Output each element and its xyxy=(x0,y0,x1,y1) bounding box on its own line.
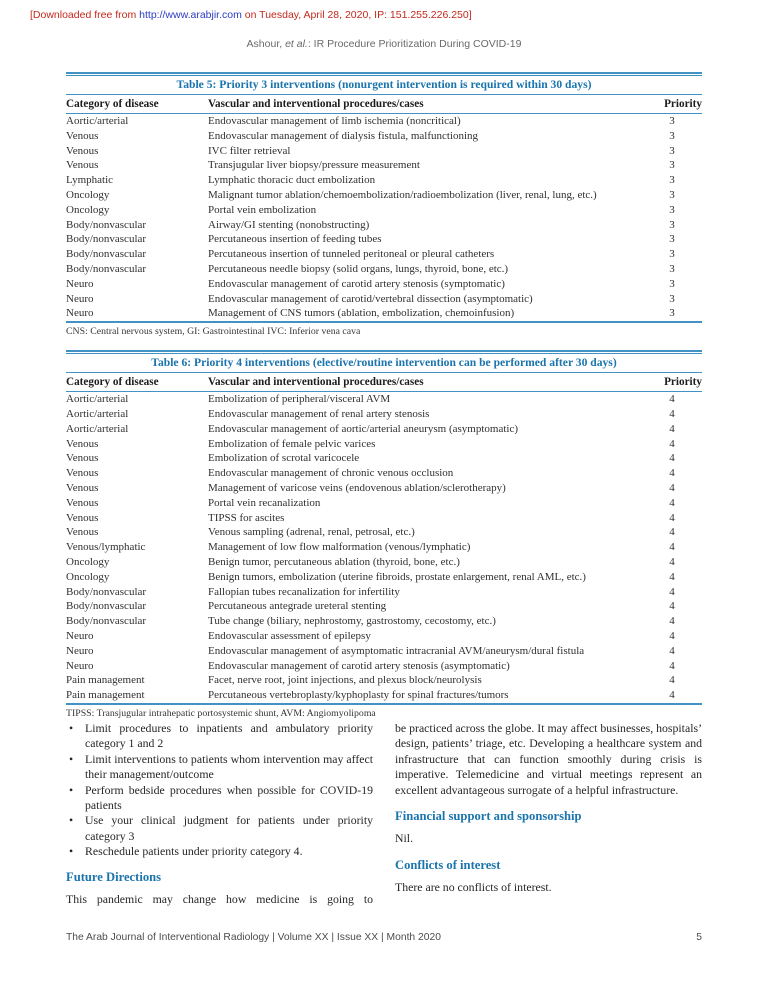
table5-block xyxy=(66,72,702,337)
running-header-authors: Ashour, xyxy=(246,38,286,50)
list-item xyxy=(66,721,373,752)
table-row xyxy=(66,511,702,526)
table-row xyxy=(66,451,702,466)
priority-cell: 4 xyxy=(669,615,675,628)
category-cell: Pain management xyxy=(66,688,208,704)
priority-cell: 3 xyxy=(669,144,675,157)
procedure-cell: Management of CNS tumors (ablation, embolization, chemoinfusion) xyxy=(208,306,642,322)
priority-cell: 3 xyxy=(669,159,675,172)
table6-title: Table 6: Priority 4 interventions (elective/routine intervention can be performed after 30 days) xyxy=(66,354,702,373)
right-column xyxy=(395,721,702,907)
priority-cell: 4 xyxy=(669,407,675,420)
bullet-icon: • xyxy=(69,751,74,766)
category-cell: Aortic/arterial xyxy=(66,407,129,420)
table-row xyxy=(66,232,702,247)
watermark-prefix: [Downloaded free from xyxy=(30,9,140,21)
table-row xyxy=(66,422,702,437)
column-header-procedures: Vascular and interventional procedures/cases xyxy=(208,373,642,392)
table-row xyxy=(66,306,702,322)
priority-cell: 4 xyxy=(669,437,675,450)
table-row xyxy=(66,466,702,481)
category-cell: Body/nonvascular xyxy=(66,615,147,628)
procedure-cell: Benign tumor, percutaneous ablation (thyroid, bone, etc.) xyxy=(208,555,460,568)
bullet-text: Limit interventions to patients whom intervention may affect their management/outcome xyxy=(85,751,373,782)
category-cell: Venous xyxy=(66,526,99,539)
column-header-priority: Priority xyxy=(642,373,702,392)
procedure-cell: TIPSS for ascites xyxy=(208,511,285,524)
priority-cell: 4 xyxy=(669,600,675,613)
procedure-cell: Embolization of scrotal varicocele xyxy=(208,452,360,465)
priority-cell: 3 xyxy=(669,233,675,246)
list-item xyxy=(66,813,373,844)
category-cell: Body/nonvascular xyxy=(66,600,147,613)
priority-cell: 4 xyxy=(669,555,675,568)
recommendation-list xyxy=(66,721,373,860)
financial-support-heading: Financial support and sponsorship xyxy=(395,809,582,824)
category-cell: Venous xyxy=(66,467,99,480)
running-header xyxy=(0,38,768,50)
table6-block xyxy=(66,350,702,719)
table-row xyxy=(66,158,702,173)
priority-cell: 3 xyxy=(669,248,675,261)
table-row xyxy=(66,262,702,277)
priority-cell: 4 xyxy=(669,393,675,406)
category-cell: Neuro xyxy=(66,629,94,642)
priority-cell: 4 xyxy=(669,570,675,583)
priority-cell: 3 xyxy=(669,129,675,142)
table-row xyxy=(66,144,702,159)
priority-cell: 4 xyxy=(669,674,675,687)
watermark-url: http://www.arabjir.com xyxy=(139,9,242,21)
page-number: 5 xyxy=(696,932,702,943)
category-cell: Aortic/arterial xyxy=(66,422,129,435)
table-row xyxy=(66,570,702,585)
table-row xyxy=(66,673,702,688)
bullet-icon: • xyxy=(69,813,74,828)
left-column xyxy=(66,721,373,907)
category-cell: Venous/lymphatic xyxy=(66,541,146,554)
column-header-priority: Priority xyxy=(642,95,702,114)
running-header-title: : IR Procedure Prioritization During COVID-19 xyxy=(307,38,522,50)
table-row xyxy=(66,585,702,600)
bullet-text: Reschedule patients under priority category 4. xyxy=(85,844,303,859)
table-row xyxy=(66,407,702,422)
column-header-category: Category of disease xyxy=(66,95,208,114)
procedure-cell: Management of low flow malformation (venous/lymphatic) xyxy=(208,541,471,554)
procedure-cell: Percutaneous needle biopsy (solid organs, lungs, thyroid, bone, etc.) xyxy=(208,262,509,275)
procedure-cell: Endovascular management of carotid artery stenosis (symptomatic) xyxy=(208,277,505,290)
bullet-icon: • xyxy=(69,844,74,859)
category-cell: Neuro xyxy=(66,644,94,657)
category-cell: Oncology xyxy=(66,188,110,201)
tables-section xyxy=(66,72,702,719)
priority-cell: 4 xyxy=(669,541,675,554)
bullet-text: Perform bedside procedures when possible for COVID-19 patients xyxy=(85,782,373,813)
table-row xyxy=(66,481,702,496)
procedure-cell: Endovascular management of carotid artery stenosis (asymptomatic) xyxy=(208,659,510,672)
continued-paragraph: be practiced across the globe. It may affect businesses, hospitals’ design, patients’ triage, etc. Developing a healthcare system and infrastructure that can function smoothly during crisis is imperative. Telemedicine and virtual meetings represent an excellent advantageous surrogate of a helpful infrastructure. xyxy=(395,721,702,797)
priority-cell: 4 xyxy=(669,452,675,465)
download-watermark xyxy=(30,9,472,21)
journal-footer-line: The Arab Journal of Interventional Radiology | Volume XX | Issue XX | Month 2020 xyxy=(66,932,441,943)
procedure-cell: Endovascular management of aortic/arterial aneurysm (asymptomatic) xyxy=(208,422,519,435)
table-row xyxy=(66,599,702,614)
table5-title: Table 5: Priority 3 interventions (nonurgent intervention is required within 30 days) xyxy=(66,76,702,95)
table-row xyxy=(66,218,702,233)
table-row xyxy=(66,129,702,144)
priority-cell: 4 xyxy=(642,688,702,704)
priority-cell: 3 xyxy=(669,292,675,305)
category-cell: Body/nonvascular xyxy=(66,248,147,261)
priority-cell: 4 xyxy=(669,481,675,494)
table5-header-row xyxy=(66,95,702,114)
category-cell: Venous xyxy=(66,481,99,494)
priority-cell: 4 xyxy=(669,422,675,435)
table6 xyxy=(66,373,702,705)
procedure-cell: Percutaneous vertebroplasty/kyphoplasty for spinal fractures/tumors xyxy=(208,688,642,704)
category-cell: Body/nonvascular xyxy=(66,585,147,598)
table-row xyxy=(66,392,702,407)
table-row xyxy=(66,496,702,511)
conflicts-heading: Conflicts of interest xyxy=(395,857,501,872)
category-cell: Body/nonvascular xyxy=(66,233,147,246)
procedure-cell: Embolization of peripheral/visceral AVM xyxy=(208,393,391,406)
procedure-cell: Percutaneous antegrade ureteral stenting xyxy=(208,600,387,613)
procedure-cell: Endovascular management of asymptomatic intracranial AVM/aneurysm/dural fistula xyxy=(208,644,585,657)
procedure-cell: Tube change (biliary, nephrostomy, gastrostomy, cecostomy, etc.) xyxy=(208,615,496,628)
priority-cell: 4 xyxy=(669,496,675,509)
procedure-cell: Portal vein embolization xyxy=(208,203,317,216)
table-row xyxy=(66,688,702,704)
procedure-cell: Venous sampling (adrenal, renal, petrosal, etc.) xyxy=(208,526,415,539)
category-cell: Neuro xyxy=(66,659,94,672)
table-row xyxy=(66,629,702,644)
future-directions-heading: Future Directions xyxy=(66,869,162,884)
procedure-cell: Endovascular management of chronic venous occlusion xyxy=(208,467,454,480)
procedure-cell: Airway/GI stenting (nonobstructing) xyxy=(208,218,370,231)
list-item xyxy=(66,844,373,859)
table-row xyxy=(66,437,702,452)
procedure-cell: Transjugular liver biopsy/pressure measurement xyxy=(208,159,420,172)
priority-cell: 4 xyxy=(669,629,675,642)
bullet-text: Limit procedures to inpatients and ambulatory priority category 1 and 2 xyxy=(85,721,373,751)
table-row xyxy=(66,614,702,629)
procedure-cell: Endovascular management of limb ischemia (noncritical) xyxy=(208,115,461,127)
watermark-suffix: on Tuesday, April 28, 2020, IP: 151.255.226.250] xyxy=(241,9,472,21)
procedure-cell: Benign tumors, embolization (uterine fibroids, prostate enlargement, renal AML, etc.) xyxy=(208,570,586,583)
table-row xyxy=(66,114,702,129)
category-cell: Venous xyxy=(66,437,99,450)
running-header-etal: et al. xyxy=(285,38,308,50)
category-cell: Aortic/arterial xyxy=(66,393,129,406)
table-row xyxy=(66,188,702,203)
procedure-cell: IVC filter retrieval xyxy=(208,144,291,157)
table-row xyxy=(66,203,702,218)
category-cell: Neuro xyxy=(66,277,94,290)
priority-cell: 4 xyxy=(669,467,675,480)
table5 xyxy=(66,95,702,323)
procedure-cell: Percutaneous insertion of feeding tubes xyxy=(208,233,382,246)
priority-cell: 4 xyxy=(669,659,675,672)
category-cell: Body/nonvascular xyxy=(66,218,147,231)
bullet-icon: • xyxy=(69,721,74,735)
priority-cell: 3 xyxy=(669,277,675,290)
table5-footnote: CNS: Central nervous system, GI: Gastrointestinal IVC: Inferior vena cava xyxy=(66,326,361,338)
table-row xyxy=(66,525,702,540)
priority-cell: 3 xyxy=(669,174,675,187)
category-cell: Pain management xyxy=(66,674,145,687)
list-item xyxy=(66,783,373,814)
table-row xyxy=(66,555,702,570)
category-cell: Lymphatic xyxy=(66,174,114,187)
priority-cell: 4 xyxy=(669,585,675,598)
procedure-cell: Endovascular assessment of epilepsy xyxy=(208,629,371,642)
procedure-cell: Facet, nerve root, joint injections, and plexus block/neurolysis xyxy=(208,674,482,687)
priority-cell: 3 xyxy=(642,306,702,322)
priority-cell: 4 xyxy=(669,511,675,524)
procedure-cell: Lymphatic thoracic duct embolization xyxy=(208,174,376,187)
table-row xyxy=(66,540,702,555)
priority-cell: 3 xyxy=(669,115,675,127)
category-cell: Aortic/arterial xyxy=(66,115,129,127)
priority-cell: 4 xyxy=(669,526,675,539)
priority-cell: 3 xyxy=(669,188,675,201)
procedure-cell: Malignant tumor ablation/chemoembolization/radioembolization (liver, renal, lung, etc.) xyxy=(208,188,597,201)
priority-cell: 3 xyxy=(669,262,675,275)
procedure-cell: Endovascular management of dialysis fistula, malfunctioning xyxy=(208,129,479,142)
category-cell: Venous xyxy=(66,159,99,172)
procedure-cell: Portal vein recanalization xyxy=(208,496,321,509)
future-directions-paragraph: This pandemic may change how medicine is going to xyxy=(66,892,373,907)
procedure-cell: Embolization of female pelvic varices xyxy=(208,437,376,450)
priority-cell: 3 xyxy=(669,218,675,231)
priority-cell: 3 xyxy=(669,203,675,216)
procedure-cell: Fallopian tubes recanalization for infertility xyxy=(208,585,400,598)
category-cell: Venous xyxy=(66,511,99,524)
procedure-cell: Percutaneous insertion of tunneled peritoneal or pleural catheters xyxy=(208,248,495,261)
category-cell: Oncology xyxy=(66,555,110,568)
conflicts-text: There are no conflicts of interest. xyxy=(395,880,552,895)
category-cell: Neuro xyxy=(66,306,208,322)
list-item xyxy=(66,752,373,783)
table-row xyxy=(66,173,702,188)
procedure-cell: Endovascular management of renal artery stenosis xyxy=(208,407,430,420)
category-cell: Venous xyxy=(66,496,99,509)
page-footer xyxy=(66,932,702,943)
table6-header-row xyxy=(66,373,702,392)
category-cell: Oncology xyxy=(66,570,110,583)
category-cell: Body/nonvascular xyxy=(66,262,147,275)
table-row xyxy=(66,292,702,307)
procedure-cell: Management of varicose veins (endovenous ablation/sclerotherapy) xyxy=(208,481,506,494)
category-cell: Venous xyxy=(66,452,99,465)
bullet-icon: • xyxy=(69,782,74,797)
table-row xyxy=(66,644,702,659)
category-cell: Neuro xyxy=(66,292,94,305)
table-row xyxy=(66,247,702,262)
article-body xyxy=(66,721,702,907)
column-header-procedures: Vascular and interventional procedures/cases xyxy=(208,95,642,114)
procedure-cell: Endovascular management of carotid/vertebral dissection (asymptomatic) xyxy=(208,292,533,305)
category-cell: Venous xyxy=(66,129,99,142)
column-header-category: Category of disease xyxy=(66,373,208,392)
financial-support-text: Nil. xyxy=(395,831,414,846)
table6-footnote: TIPSS: Transjugular intrahepatic portosystemic shunt, AVM: Angiomyolipoma xyxy=(66,707,376,719)
table-row xyxy=(66,659,702,674)
category-cell: Oncology xyxy=(66,203,110,216)
category-cell: Venous xyxy=(66,144,99,157)
priority-cell: 4 xyxy=(669,644,675,657)
table-row xyxy=(66,277,702,292)
bullet-text: Use your clinical judgment for patients under priority category 3 xyxy=(85,813,373,843)
